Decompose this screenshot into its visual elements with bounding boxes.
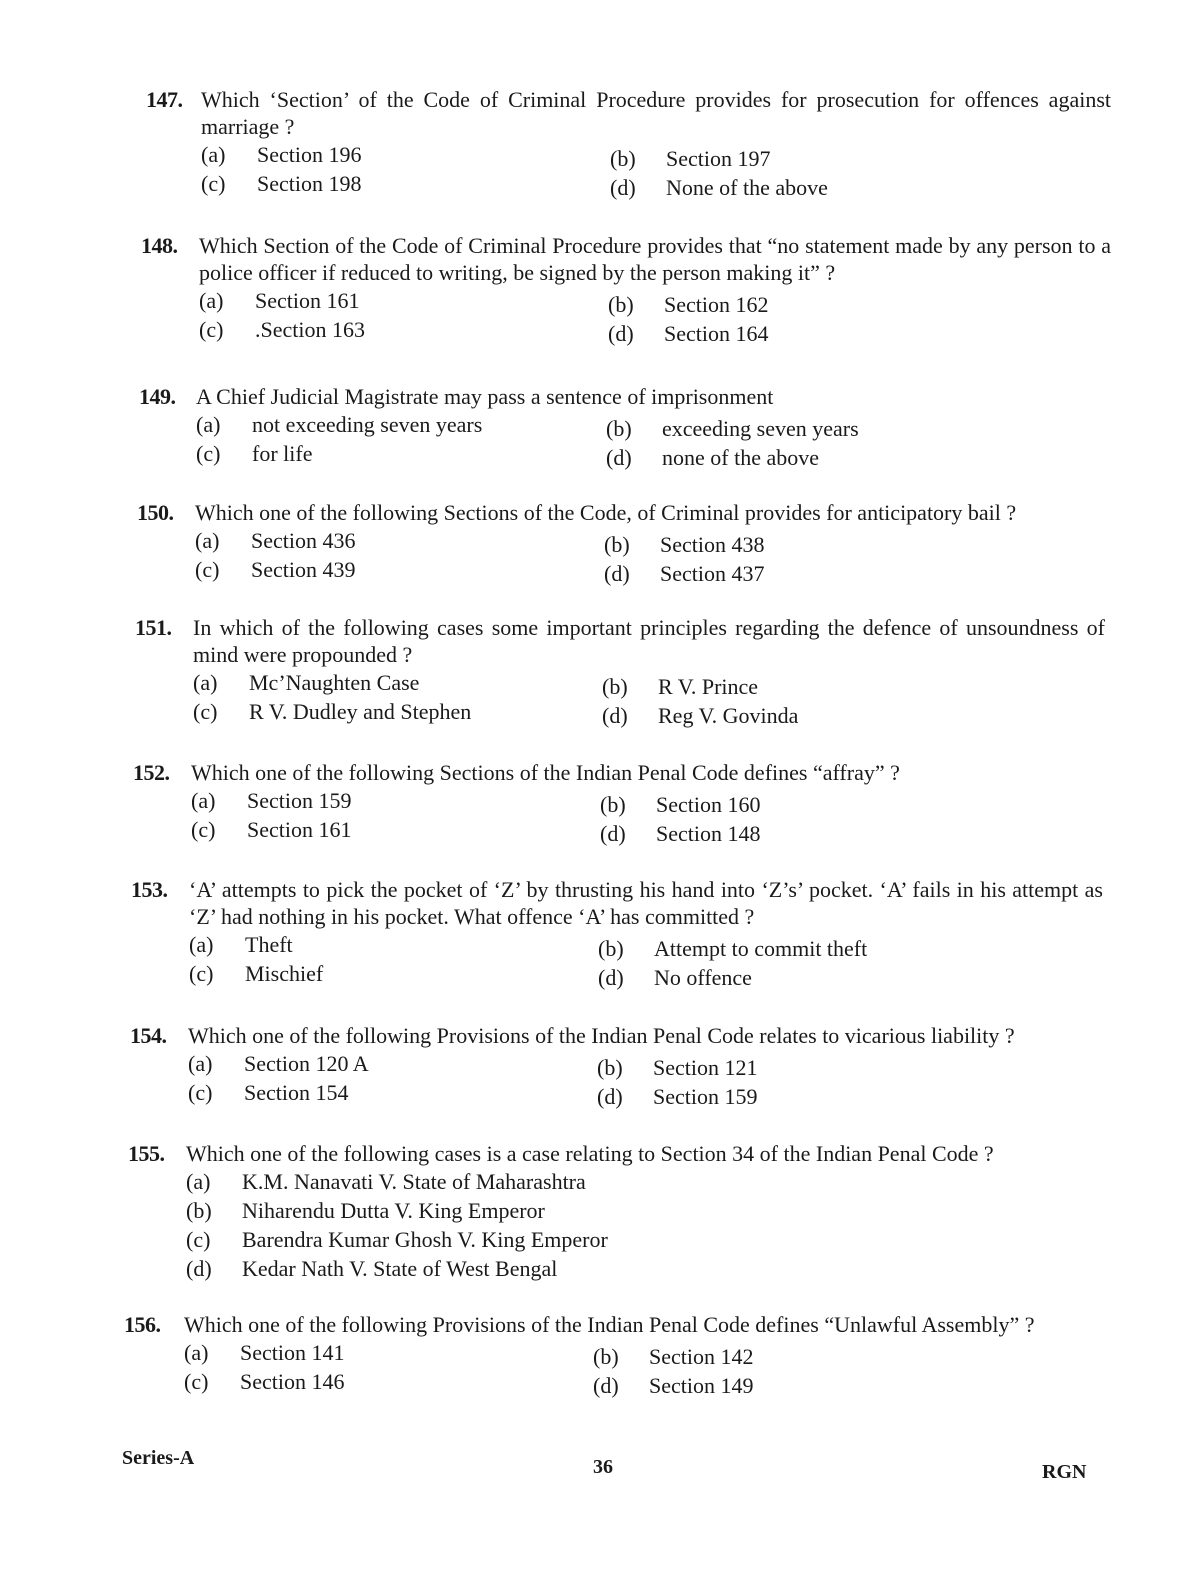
question-number: 156.: [124, 1312, 161, 1337]
option-b[interactable]: (b) Section 197: [610, 146, 771, 171]
option-a[interactable]: (a) Section 436: [195, 528, 356, 553]
option-c[interactable]: (c) .Section 163: [199, 317, 365, 342]
option-d[interactable]: (d) No offence: [598, 965, 752, 990]
option-d[interactable]: (d) none of the above: [606, 445, 819, 470]
question-text: ‘A’ attempts to pick the pocket of ‘Z’ by thrusting his hand into ‘Z’s’ pocket. ‘A’ fails in his attempt as ‘Z’ had nothing in his pocket. What offence ‘A’ has committed ?: [189, 877, 1103, 929]
option-c[interactable]: (c) Section 439: [195, 557, 356, 582]
option-c[interactable]: (c) for life: [196, 441, 313, 466]
option-a[interactable]: (a) K.M. Nanavati V. State of Maharashtra: [186, 1169, 586, 1194]
question-text: Which one of the following Sections of the Code, of Criminal provides for anticipatory bail ?: [195, 500, 1017, 525]
question-155: [0, 1140, 1181, 1284]
question-text: Which one of the following cases is a case relating to Section 34 of the Indian Penal Code ?: [186, 1141, 994, 1166]
question-text: In which of the following cases some important principles regarding the defence of unsoundness of mind were propounded ?: [193, 615, 1105, 667]
options: [0, 1050, 1181, 1108]
question-149: [0, 383, 1181, 469]
options: [0, 1168, 1181, 1284]
question-number: 148.: [141, 233, 178, 258]
option-c[interactable]: (c) R V. Dudley and Stephen: [193, 699, 472, 724]
question-number: 147.: [146, 87, 183, 112]
option-d[interactable]: (d) Kedar Nath V. State of West Bengal: [186, 1256, 558, 1281]
option-b[interactable]: (b) R V. Prince: [602, 674, 759, 699]
options: [0, 669, 1181, 727]
option-b[interactable]: (b) Niharendu Dutta V. King Emperor: [186, 1198, 545, 1223]
question-148: [0, 232, 1181, 345]
question-153: [0, 876, 1181, 989]
options: [0, 287, 1181, 345]
option-a[interactable]: (a) Section 141: [184, 1340, 345, 1365]
option-a[interactable]: (a) not exceeding seven years: [196, 412, 483, 437]
option-a[interactable]: (a) Mc’Naughten Case: [193, 670, 420, 695]
options: [0, 931, 1181, 989]
question-number: 151.: [135, 615, 172, 640]
option-d[interactable]: (d) Section 159: [597, 1084, 758, 1109]
question-text: Which Section of the Code of Criminal Procedure provides that “no statement made by any person to a police officer if reduced to writing, be signed by the person making it” ?: [199, 233, 1111, 285]
options: [0, 411, 1181, 469]
option-c[interactable]: (c) Barendra Kumar Ghosh V. King Emperor: [186, 1227, 608, 1252]
option-b[interactable]: (b) Section 160: [600, 792, 761, 817]
question-number: 153.: [131, 877, 168, 902]
question-151: [0, 614, 1181, 727]
footer-code: RGN: [1042, 1461, 1087, 1483]
option-d[interactable]: (d) Section 149: [593, 1373, 754, 1398]
question-number: 154.: [130, 1023, 167, 1048]
question-number: 150.: [137, 500, 174, 525]
question-number: 149.: [139, 384, 176, 409]
question-152: [0, 759, 1181, 845]
option-c[interactable]: (c) Section 154: [188, 1080, 349, 1105]
option-d[interactable]: (d) None of the above: [610, 175, 828, 200]
option-c[interactable]: (c) Mischief: [189, 961, 324, 986]
question-154: [0, 1022, 1181, 1108]
options: [0, 787, 1181, 845]
options: [0, 141, 1181, 199]
option-a[interactable]: (a) Section 196: [201, 142, 362, 167]
option-a[interactable]: (a) Section 161: [199, 288, 360, 313]
option-b[interactable]: (b) Attempt to commit theft: [598, 936, 868, 961]
option-c[interactable]: (c) Section 198: [201, 171, 362, 196]
option-c[interactable]: (c) Section 146: [184, 1369, 345, 1394]
option-d[interactable]: (d) Section 437: [604, 561, 765, 586]
question-number: 155.: [128, 1141, 165, 1166]
option-b[interactable]: (b) Section 142: [593, 1344, 754, 1369]
option-b[interactable]: (b) Section 438: [604, 532, 765, 557]
option-c[interactable]: (c) Section 161: [191, 817, 352, 842]
option-a[interactable]: (a) Theft: [189, 932, 293, 957]
question-text: Which one of the following Provisions of the Indian Penal Code relates to vicarious liability ?: [188, 1023, 1015, 1048]
question-text: Which ‘Section’ of the Code of Criminal Procedure provides for prosecution for offences against marriage ?: [201, 87, 1111, 139]
option-d[interactable]: (d) Section 164: [608, 321, 769, 346]
option-b[interactable]: (b) Section 162: [608, 292, 769, 317]
footer-series: Series-A: [122, 1447, 195, 1469]
question-150: [0, 499, 1181, 585]
options: [0, 527, 1181, 585]
question-text: Which one of the following Sections of the Indian Penal Code defines “affray” ?: [191, 760, 900, 785]
option-d[interactable]: (d) Reg V. Govinda: [602, 703, 799, 728]
question-147: [0, 86, 1181, 199]
options: [0, 1339, 1181, 1397]
question-156: [0, 1311, 1181, 1397]
question-text: Which one of the following Provisions of the Indian Penal Code defines “Unlawful Assembly” ?: [184, 1312, 1035, 1337]
option-a[interactable]: (a) Section 159: [191, 788, 352, 813]
question-number: 152.: [133, 760, 170, 785]
question-text: A Chief Judicial Magistrate may pass a sentence of imprisonment: [196, 384, 774, 409]
option-a[interactable]: (a) Section 120 A: [188, 1051, 369, 1076]
option-b[interactable]: (b) Section 121: [597, 1055, 758, 1080]
footer-page-number: 36: [593, 1456, 613, 1478]
option-d[interactable]: (d) Section 148: [600, 821, 761, 846]
option-b[interactable]: (b) exceeding seven years: [606, 416, 859, 441]
